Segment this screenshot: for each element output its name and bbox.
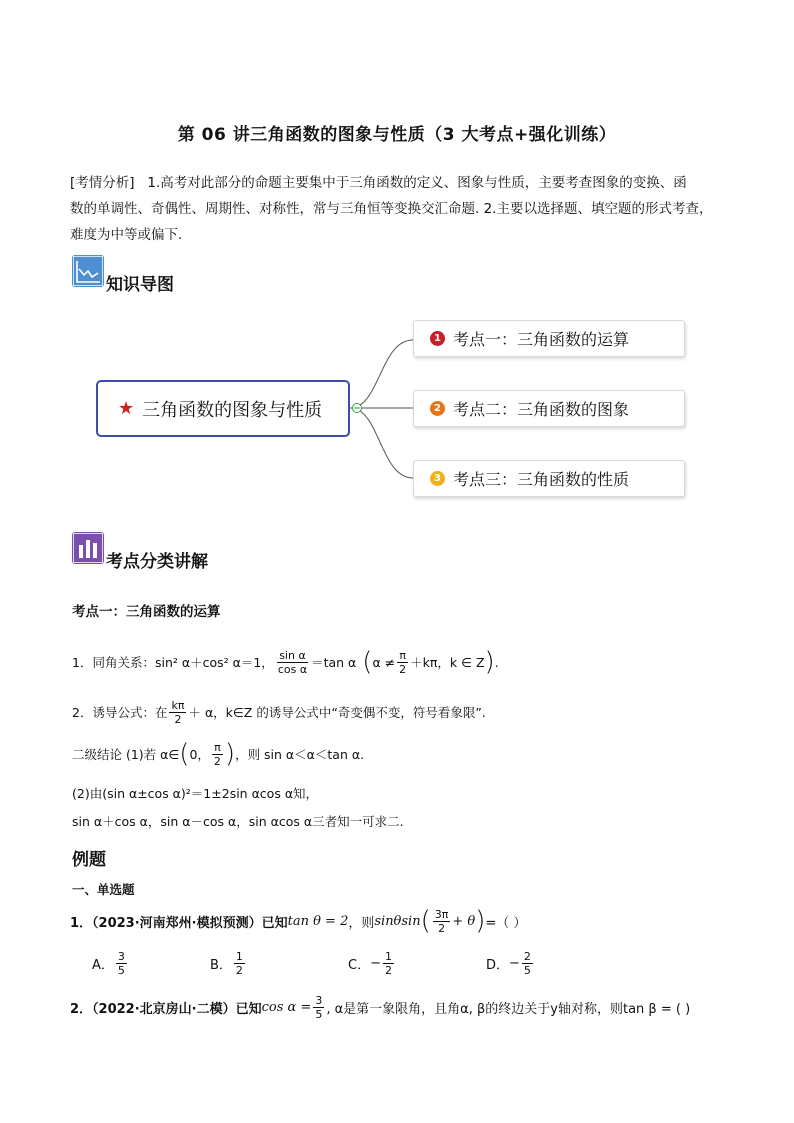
- mindmap-node-2-label: 考点二：三角函数的图象: [453, 400, 630, 419]
- question-1-tail: =（ ）: [485, 915, 527, 931]
- rule-1-cond-frac-den: 2: [399, 662, 407, 676]
- topic-1-title: 考点一：三角函数的运算: [72, 604, 221, 620]
- question-2-rest: , α是第一象限角，且角α, β的终边关于y轴对称，则tan β = ( ): [326, 1001, 691, 1017]
- option-d-letter: D．: [486, 957, 510, 973]
- rule-3-prefix: 二级结论 (1)若 α∈: [72, 747, 180, 762]
- rule-1: [72, 644, 499, 680]
- rule-4-line-1: (2)由(sin α±cos α)²＝1±2sin αcos α知，: [72, 786, 319, 801]
- bar-chart-icon: [72, 532, 104, 564]
- option-d-num: 2: [523, 949, 531, 963]
- rule-3-interval-a: 0，: [189, 747, 210, 762]
- rule-1-cond-frac-num: π: [399, 648, 406, 662]
- rule-3-frac-num: π: [214, 740, 221, 754]
- rule-1-cond-fraction: [397, 649, 408, 676]
- badge-3-icon: 3: [430, 471, 445, 486]
- mindmap-center-node[interactable]: [96, 380, 350, 437]
- rule-3: [72, 736, 364, 772]
- mindmap-center-label: 三角函数的图象与性质: [142, 399, 323, 421]
- option-a-num: 3: [117, 949, 125, 963]
- rule-2-prefix: 2．诱导公式：在: [72, 705, 168, 720]
- rule-1-eq: ＝tan α: [311, 655, 357, 670]
- question-1-condition: tan θ = 2: [287, 913, 349, 929]
- rule-4: [72, 780, 404, 836]
- question-1-expr-a: sinθsin: [374, 913, 421, 929]
- question-2-fraction: [313, 994, 324, 1021]
- option-d[interactable]: [486, 946, 535, 980]
- rule-1-frac-den: cos α: [277, 662, 308, 676]
- mindmap-node-3[interactable]: [413, 460, 685, 497]
- rule-3-fraction: [212, 741, 223, 768]
- star-icon: ★: [118, 398, 135, 419]
- examples-title: 例题: [72, 850, 106, 870]
- option-b-letter: B．: [210, 957, 232, 973]
- option-c[interactable]: [348, 946, 396, 980]
- intro-label: [考情分析]: [70, 175, 135, 191]
- rule-2-rest: ＋ α，k∈Z 的诱导公式中“奇变偶不变，符号看象限”.: [188, 705, 486, 720]
- option-c-letter: C．: [348, 957, 371, 973]
- rule-1-frac-num: sin α: [279, 648, 306, 662]
- option-d-sign: −: [509, 955, 520, 971]
- option-a-den: 5: [117, 963, 125, 977]
- question-2-condition: cos α =: [261, 999, 312, 1015]
- rule-2-frac-den: 2: [174, 712, 182, 726]
- question-1-expr-b: + θ: [452, 913, 476, 929]
- question-1-frac-den: 2: [438, 921, 446, 935]
- mindmap-node-1[interactable]: [413, 320, 685, 357]
- option-b-den: 2: [235, 963, 243, 977]
- examples-subtitle: 一、单选题: [72, 882, 135, 897]
- rule-2-fraction: [169, 699, 186, 726]
- option-b-fraction: [234, 950, 245, 977]
- rule-2-frac-num: kπ: [171, 698, 185, 712]
- question-1: [70, 903, 526, 939]
- option-b-num: 1: [235, 949, 243, 963]
- option-c-den: 2: [384, 963, 392, 977]
- question-1-mid: ，则: [348, 915, 375, 931]
- intro-line-2: 数的单调性、奇偶性、周期性、对称性，常与三角恒等变换交汇命题. 2.主要以选择题、填空题的形式考查，: [70, 201, 713, 217]
- right-paren: ): [475, 906, 486, 936]
- rule-4-line-2: sin α＋cos α，sin α－cos α，sin αcos α三者知一可求二.: [72, 814, 404, 829]
- option-d-den: 5: [523, 963, 531, 977]
- intro-line-3: 难度为中等或偏下.: [70, 227, 183, 243]
- option-c-fraction: [383, 950, 394, 977]
- rule-1-prefix: 1．同角关系：: [72, 655, 155, 670]
- rule-2: [72, 695, 486, 729]
- rule-1-identity: sin² α＋cos² α＝1，: [154, 655, 274, 670]
- question-1-fraction: [433, 908, 451, 935]
- option-a-letter: A．: [92, 957, 114, 973]
- option-d-fraction: [522, 950, 533, 977]
- mindmap-node-3-label: 考点三：三角函数的性质: [453, 470, 630, 489]
- rule-1-cond-b: ＋kπ，k ∈ Z: [410, 655, 485, 670]
- rule-1-cond-a: α ≠: [372, 654, 396, 670]
- question-2: [70, 990, 690, 1024]
- mindmap-node-2[interactable]: [413, 390, 685, 427]
- left-paren: (: [420, 906, 431, 936]
- mindmap-node-1-label: 考点一：三角函数的运算: [453, 330, 630, 349]
- question-2-frac-num: 3: [315, 993, 323, 1007]
- mindmap-connectors: [0, 0, 794, 520]
- rule-3-rest: ，则 sin α＜α＜tan α.: [235, 747, 365, 762]
- badge-1-icon: 1: [430, 331, 445, 346]
- question-2-prefix: 2．（2022·北京房山·二模）已知: [70, 1001, 262, 1017]
- badge-2-icon: 2: [430, 401, 445, 416]
- section-title-topics: 考点分类讲解: [106, 552, 208, 572]
- page-title: 第 06 讲三角函数的图象与性质（3 大考点+强化训练）: [177, 125, 617, 145]
- rule-3-frac-den: 2: [213, 754, 221, 768]
- rule-1-end: .: [494, 654, 499, 670]
- left-paren: (: [179, 739, 190, 769]
- question-1-frac-num: 3π: [434, 907, 449, 921]
- option-a-fraction: [116, 950, 127, 977]
- rule-1-fraction: [276, 649, 309, 676]
- right-paren: ): [224, 739, 236, 769]
- section-title-mindmap: 知识导图: [106, 275, 174, 295]
- option-c-num: 1: [384, 949, 392, 963]
- option-c-sign: −: [370, 955, 381, 971]
- left-paren: (: [362, 647, 373, 677]
- intro-line-1: 1.高考对此部分的命题主要集中于三角函数的定义、图象与性质，主要考查图象的变换、函: [147, 175, 687, 191]
- right-paren: ): [484, 647, 495, 677]
- option-a[interactable]: [92, 946, 129, 980]
- question-2-frac-den: 5: [315, 1007, 323, 1021]
- option-b[interactable]: [210, 946, 247, 980]
- question-1-prefix: 1．（2023·河南郑州·模拟预测）已知: [70, 915, 288, 931]
